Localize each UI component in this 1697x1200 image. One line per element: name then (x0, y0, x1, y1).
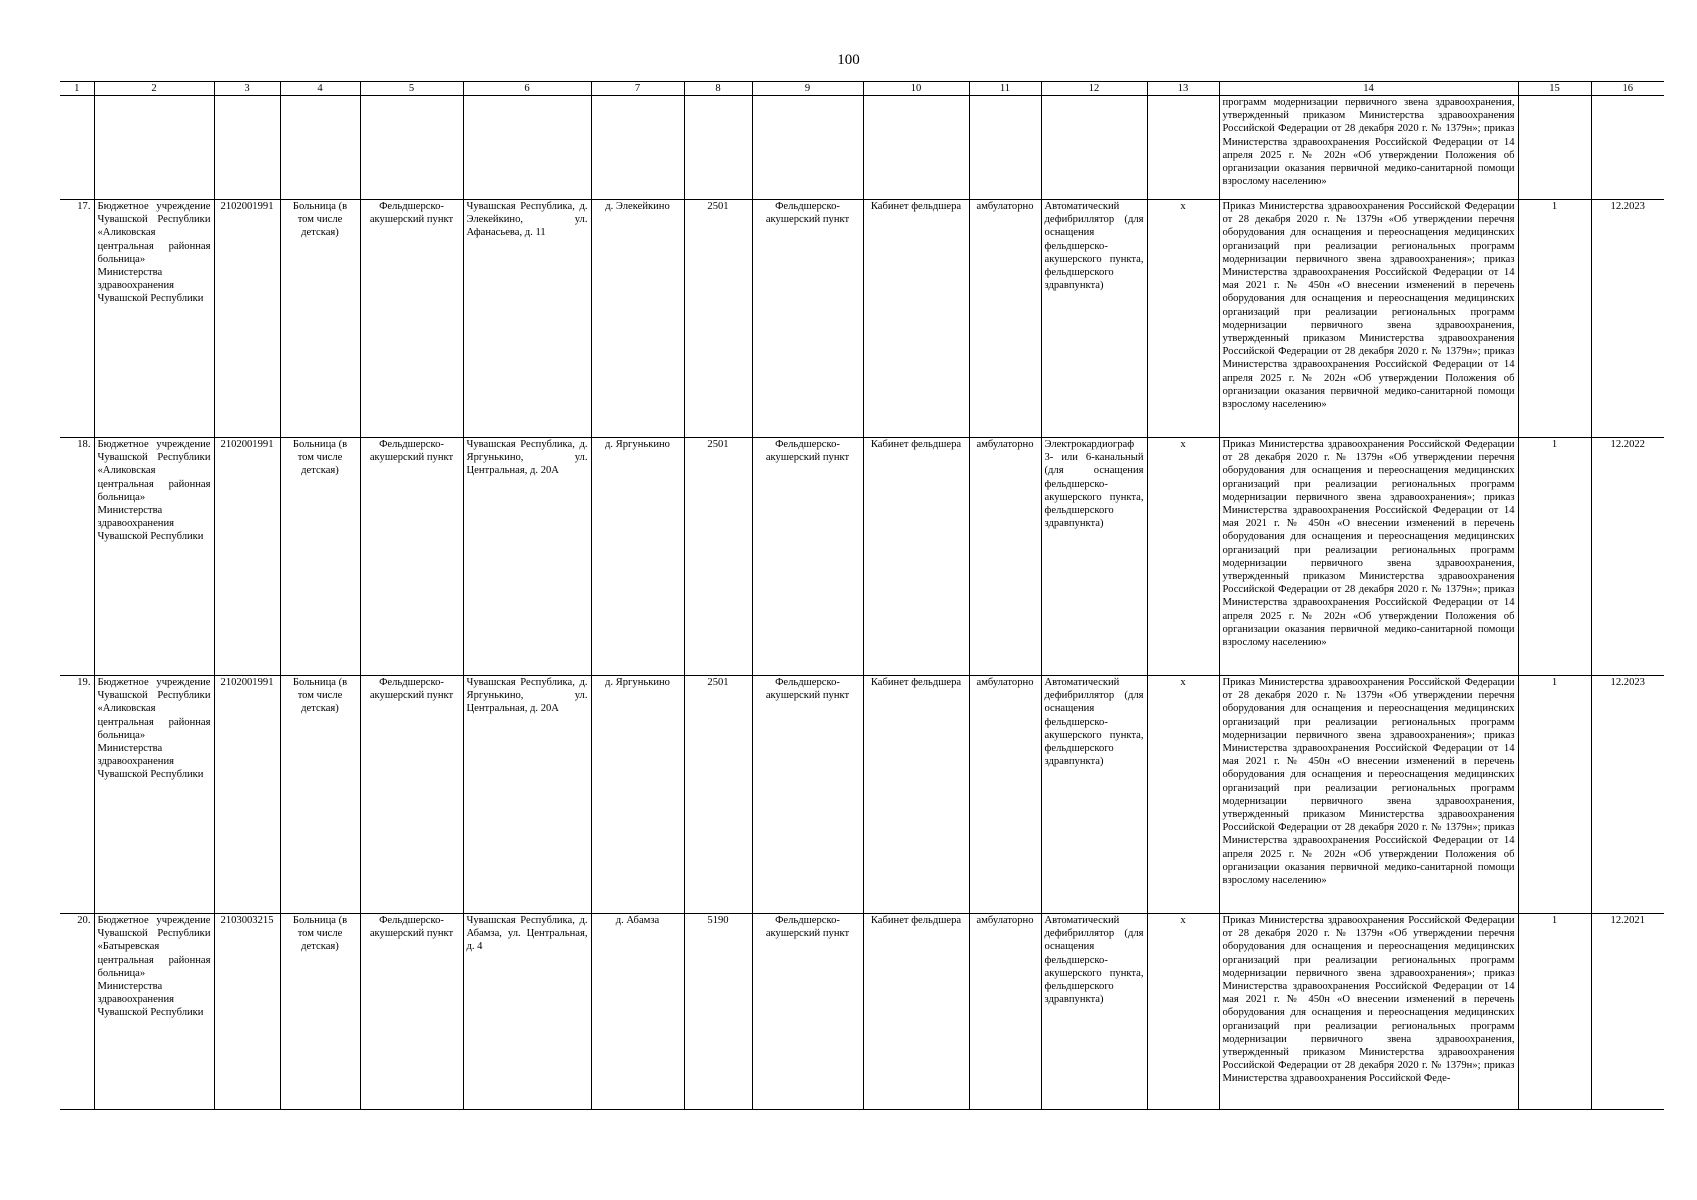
mark: x (1147, 438, 1219, 676)
column-number: 16 (1591, 82, 1664, 96)
organization-name: Бюджетное учреждение Чувашской Республики «Аликовская центральная районная больница» Министерства здравоохранения Чувашской Республики (94, 438, 214, 676)
table-row (60, 676, 1664, 914)
row-number: 20. (60, 914, 94, 1110)
room-name: Кабинет фельдшера (863, 914, 969, 1110)
care-conditions: амбулаторно (969, 676, 1041, 914)
unit-name: Фельдшерско-акушерский пункт (752, 200, 863, 438)
settlement: д. Абамза (591, 914, 684, 1110)
regulation-text: Приказ Министерства здравоохранения Российской Федерации от 28 декабря 2020 г. № 1379н «Об утверждении перечня оборудования для оснащения и переоснащения медицинских организаций при реализации региональных программ модернизации первичного звена здравоохранения»; приказ Министерства здравоохранения Российской Федерации от 14 мая 2021 г. № 450н «О внесении изменений в перечень оборудования для оснащения и переоснащения медицинских организаций при реализации региональных программ модернизации первичного звена здравоохранения, утвержденный приказом Министерства здравоохранения Российской Федерации от 28 декабря 2020 г. № 1379н»; приказ Министерства здравоохранения Российской Федерации от 14 апреля 2025 г. № 202н «Об утверждении Положения об организации оказания первичной медико-санитарной помощи взрослому населению» (1219, 200, 1518, 438)
equipment-name: Электрокардиограф 3- или 6-канальный (для оснащения фельдшерско-акушерского пункта, фельдшерского здравпункта) (1041, 438, 1147, 676)
table-row (60, 438, 1664, 676)
date: 12.2023 (1591, 200, 1664, 438)
equipment-table (60, 81, 1664, 1110)
equipment-name: Автоматический дефибриллятор (для оснащения фельдшерско-акушерского пункта, фельдшерского здравпункта) (1041, 200, 1147, 438)
care-conditions: амбулаторно (969, 914, 1041, 1110)
column-number: 12 (1041, 82, 1147, 96)
inn-code: 2102001991 (214, 200, 280, 438)
quantity: 1 (1518, 914, 1591, 1110)
settlement: д. Яргунькино (591, 676, 684, 914)
regulation-text: Приказ Министерства здравоохранения Российской Федерации от 28 декабря 2020 г. № 1379н «Об утверждении перечня оборудования для оснащения и переоснащения медицинских организаций при реализации региональных программ модернизации первичного звена здравоохранения»; приказ Министерства здравоохранения Российской Федерации от 14 мая 2021 г. № 450н «О внесении изменений в перечень оборудования для оснащения и переоснащения медицинских организаций при реализации региональных программ модернизации первичного звена здравоохранения, утвержденный приказом Министерства здравоохранения Российской Федерации от 28 декабря 2020 г. № 1379н»; приказ Министерства здравоохранения Российской Федерации от 14 апреля 2025 г. № 202н «Об утверждении Положения об организации оказания первичной медико-санитарной помощи взрослому населению» (1219, 438, 1518, 676)
date: 12.2022 (1591, 438, 1664, 676)
table-row (60, 200, 1664, 438)
inn-code: 2102001991 (214, 438, 280, 676)
row-number: 17. (60, 200, 94, 438)
organization-type: Больница (в том числе детская) (280, 200, 360, 438)
organization-type: Больница (в том числе детская) (280, 914, 360, 1110)
row-number: 18. (60, 438, 94, 676)
regulation-text: Приказ Министерства здравоохранения Российской Федерации от 28 декабря 2020 г. № 1379н «Об утверждении перечня оборудования для оснащения и переоснащения медицинских организаций при реализации региональных программ модернизации первичного звена здравоохранения»; приказ Министерства здравоохранения Российской Федерации от 14 мая 2021 г. № 450н «О внесении изменений в перечень оборудования для оснащения и переоснащения медицинских организаций при реализации региональных программ модернизации первичного звена здравоохранения, утвержденный приказом Министерства здравоохранения Российской Федерации от 28 декабря 2020 г. № 1379н»; приказ Министерства здравоохранения Российской Федерации от 14 апреля 2025 г. № 202н «Об утверждении Положения об организации оказания первичной медико-санитарной помощи взрослому населению» (1219, 676, 1518, 914)
column-number: 15 (1518, 82, 1591, 96)
date: 12.2023 (1591, 676, 1664, 914)
address: Чувашская Республика, д. Абамза, ул. Центральная, д. 4 (463, 914, 591, 1110)
equipment-name: Автоматический дефибриллятор (для оснащения фельдшерско-акушерского пункта, фельдшерского здравпункта) (1041, 914, 1147, 1110)
inn-code: 2102001991 (214, 676, 280, 914)
inn-code: 2103003215 (214, 914, 280, 1110)
unit-type: Фельдшерско-акушерский пункт (360, 438, 463, 676)
table-row (60, 914, 1664, 1110)
code: 2501 (684, 438, 752, 676)
unit-type: Фельдшерско-акушерский пункт (360, 200, 463, 438)
regulation-text: Приказ Министерства здравоохранения Российской Федерации от 28 декабря 2020 г. № 1379н «Об утверждении перечня оборудования для оснащения и переоснащения медицинских организаций при реализации региональных программ модернизации первичного звена здравоохранения»; приказ Министерства здравоохранения Российской Федерации от 14 мая 2021 г. № 450н «О внесении изменений в перечень оборудования для оснащения и переоснащения медицинских организаций при реализации региональных программ модернизации первичного звена здравоохранения, утвержденный приказом Министерства здравоохранения Российской Федерации от 28 декабря 2020 г. № 1379н»; приказ Министерства здравоохранения Российской Феде- (1219, 914, 1518, 1110)
code: 2501 (684, 200, 752, 438)
organization-name: Бюджетное учреждение Чувашской Республики «Аликовская центральная районная больница» Министерства здравоохранения Чувашской Республики (94, 200, 214, 438)
unit-name: Фельдшерско-акушерский пункт (752, 676, 863, 914)
column-number: 13 (1147, 82, 1219, 96)
organization-name: Бюджетное учреждение Чувашской Республики «Батыревская центральная районная больница» Министерства здравоохранения Чувашской Республики (94, 914, 214, 1110)
column-number: 1 (60, 82, 94, 96)
regulation-text: программ модернизации первичного звена здравоохранения, утвержденный приказом Министерства здравоохранения Российской Федерации от 28 декабря 2020 г. № 1379н»; приказ Министерства здравоохранения Российской Федерации от 14 апреля 2025 г. № 202н «Об утверждении Положения об организации оказания первичной медико-санитарной помощи взрослому населению» (1219, 96, 1518, 200)
equipment-name: Автоматический дефибриллятор (для оснащения фельдшерско-акушерского пункта, фельдшерского здравпункта) (1041, 676, 1147, 914)
address: Чувашская Республика, д. Элекейкино, ул. Афанасьева, д. 11 (463, 200, 591, 438)
organization-name: Бюджетное учреждение Чувашской Республики «Аликовская центральная районная больница» Министерства здравоохранения Чувашской Республики (94, 676, 214, 914)
care-conditions: амбулаторно (969, 438, 1041, 676)
column-number: 2 (94, 82, 214, 96)
code: 2501 (684, 676, 752, 914)
quantity: 1 (1518, 676, 1591, 914)
quantity: 1 (1518, 438, 1591, 676)
unit-type: Фельдшерско-акушерский пункт (360, 676, 463, 914)
column-number: 10 (863, 82, 969, 96)
organization-type: Больница (в том числе детская) (280, 676, 360, 914)
row-number: 19. (60, 676, 94, 914)
column-number: 4 (280, 82, 360, 96)
room-name: Кабинет фельдшера (863, 676, 969, 914)
settlement: д. Яргунькино (591, 438, 684, 676)
code: 5190 (684, 914, 752, 1110)
address: Чувашская Республика, д. Яргунькино, ул. Центральная, д. 20А (463, 676, 591, 914)
unit-name: Фельдшерско-акушерский пункт (752, 914, 863, 1110)
care-conditions: амбулаторно (969, 200, 1041, 438)
quantity: 1 (1518, 200, 1591, 438)
settlement: д. Элекейкино (591, 200, 684, 438)
column-number: 8 (684, 82, 752, 96)
address: Чувашская Республика, д. Яргунькино, ул. Центральная, д. 20А (463, 438, 591, 676)
page-number: 100 (837, 52, 860, 68)
column-number: 5 (360, 82, 463, 96)
column-number: 9 (752, 82, 863, 96)
date: 12.2021 (1591, 914, 1664, 1110)
mark: x (1147, 914, 1219, 1110)
unit-type: Фельдшерско-акушерский пункт (360, 914, 463, 1110)
column-number-header (60, 82, 1664, 96)
column-number: 14 (1219, 82, 1518, 96)
organization-type: Больница (в том числе детская) (280, 438, 360, 676)
room-name: Кабинет фельдшера (863, 200, 969, 438)
unit-name: Фельдшерско-акушерский пункт (752, 438, 863, 676)
continuation-row (60, 96, 1664, 200)
column-number: 6 (463, 82, 591, 96)
column-number: 7 (591, 82, 684, 96)
mark: x (1147, 676, 1219, 914)
mark: x (1147, 200, 1219, 438)
column-number: 3 (214, 82, 280, 96)
column-number: 11 (969, 82, 1041, 96)
room-name: Кабинет фельдшера (863, 438, 969, 676)
